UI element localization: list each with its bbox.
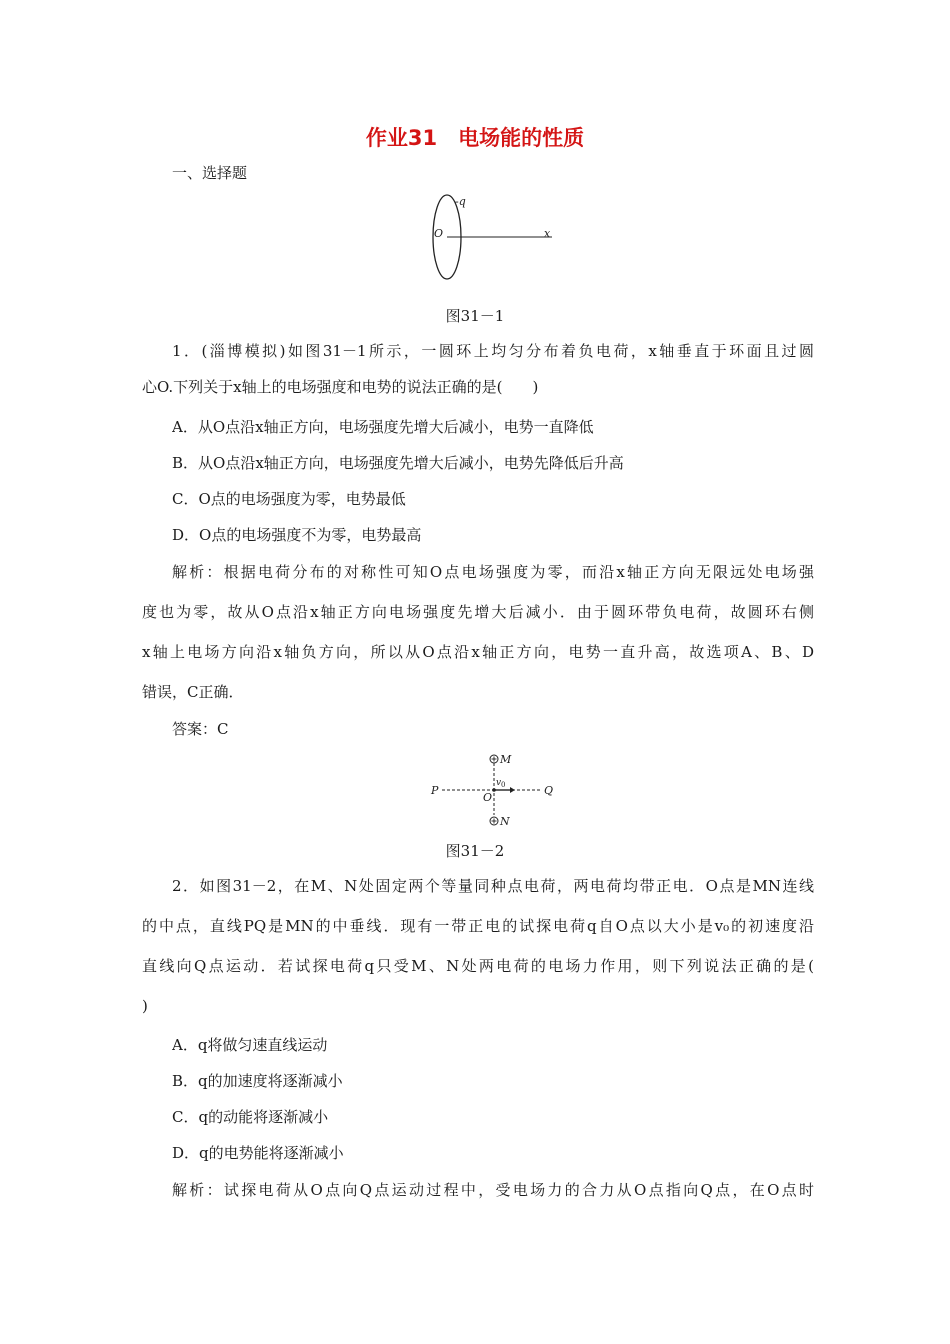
q2-analysis-line-1: 解析：试探电荷从O点向Q点运动过程中，受电场力的合力从O点指向Q点，在O点时 <box>172 1181 814 1199</box>
q1-analysis-line-4: 错误，C正确． <box>142 683 244 701</box>
q2-line-1: 2．如图31－2，在M、N处固定两个等量同种点电荷，两电荷均带正电．O点是MN连线 <box>172 877 814 895</box>
q1-option-d: D．O点的电场强度不为零，电势最高 <box>172 526 422 544</box>
o-label: O <box>483 791 493 804</box>
q1-analysis-line-2: 度也为零，故从O点沿x轴正方向电场强度先增大后减小．由于圆环带负电荷，故圆环右侧 <box>142 603 814 621</box>
section-heading: 一、选择题 <box>172 164 248 182</box>
q1-line-2: 心O.下列关于x轴上的电场强度和电势的说法正确的是( ) <box>142 378 539 396</box>
n-charge-icon <box>490 817 498 825</box>
figure-charges-diagram <box>420 748 560 832</box>
figure1-caption: 图31－1 <box>445 307 505 325</box>
m-label: M <box>500 753 512 766</box>
q2-option-a: A．q将做匀速直线运动 <box>172 1036 328 1054</box>
q2-line-4: ) <box>142 997 148 1015</box>
n-label: N <box>500 815 510 828</box>
q1-line-1: 1．(淄博模拟)如图31－1所示，一圆环上均匀分布着负电荷，x轴垂直于环面且过圆 <box>172 342 814 360</box>
figure2-caption: 图31－2 <box>445 842 505 860</box>
q-label: Q <box>544 784 554 797</box>
q2-option-c: C．q的动能将逐渐减小 <box>172 1108 329 1126</box>
page-title: 作业31 电场能的性质 <box>365 126 585 150</box>
q1-option-c: C．O点的电场强度为零，电势最低 <box>172 490 406 508</box>
v-subscript: 0 <box>501 781 506 789</box>
figure-ring-diagram <box>420 192 560 288</box>
p-label: P <box>431 784 439 797</box>
q2-line-2: 的中点，直线PQ是MN的中垂线．现有一带正电的试探电荷q自O点以大小是v₀的初速度沿 <box>142 917 814 935</box>
q1-analysis-line-3: x轴上电场方向沿x轴负方向，所以从O点沿x轴正方向，电势一直升高，故选项A、B、D <box>142 643 814 661</box>
axis-label: x <box>544 227 551 240</box>
v-label: v <box>496 778 502 788</box>
q1-option-a: A．从O点沿x轴正方向，电场强度先增大后减小，电势一直降低 <box>172 418 594 436</box>
q1-answer: 答案：C <box>172 720 229 738</box>
q1-option-b: B．从O点沿x轴正方向，电场强度先增大后减小，电势先降低后升高 <box>172 454 624 472</box>
q1-analysis-line-1: 解析：根据电荷分布的对称性可知O点电场强度为零，而沿x轴正方向无限远处电场强 <box>172 563 814 581</box>
q2-line-3: 直线向Q点运动．若试探电荷q只受M、N处两电荷的电场力作用，则下列说法正确的是( <box>142 957 814 975</box>
q2-option-b: B．q的加速度将逐渐减小 <box>172 1072 343 1090</box>
m-charge-icon <box>490 755 498 763</box>
q2-option-d: D．q的电势能将逐渐减小 <box>172 1144 344 1162</box>
o-point <box>492 788 496 792</box>
charge-label: -q <box>455 195 466 208</box>
velocity-arrow-head <box>510 787 515 793</box>
origin-label: O <box>434 227 444 240</box>
